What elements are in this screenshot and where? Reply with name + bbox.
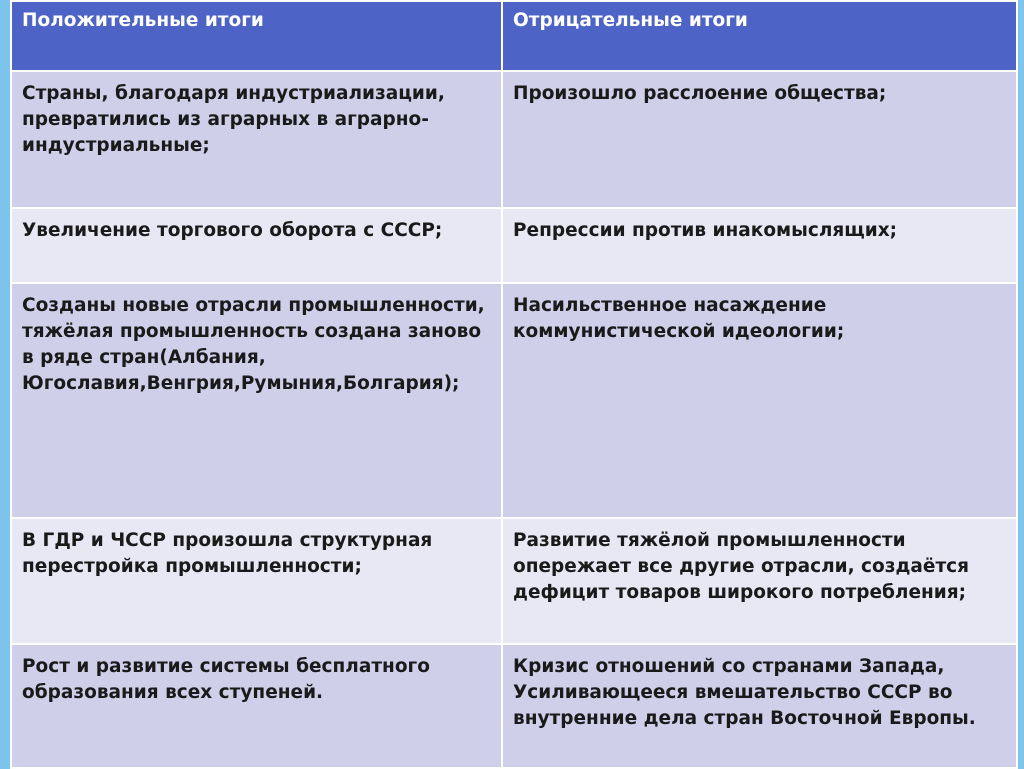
cell-positive: Созданы новые отрасли промышленности, тяжёлая промышленность создана заново в ряде стран(Албания, Югославия,Венгрия,Румыния,Болгария); — [11, 283, 502, 518]
table-row — [11, 71, 1017, 208]
table-row — [11, 644, 1017, 768]
cell-positive: В ГДР и ЧССР произошла структурная перестройка промышленности; — [11, 518, 502, 644]
cell-negative: Развитие тяжёлой промышленности опережает все другие отрасли, создаётся дефицит товаров широкого потребления; — [502, 518, 1017, 644]
cell-positive: Увеличение торгового оборота с СССР; — [11, 208, 502, 283]
table-row — [11, 208, 1017, 283]
table-header-row — [11, 1, 1017, 71]
cell-positive: Страны, благодаря индустриализации, превратились из аграрных в аграрно-индустриальные; — [11, 71, 502, 208]
cell-positive: Рост и развитие системы бесплатного образования всех ступеней. — [11, 644, 502, 768]
cell-negative: Произошло расслоение общества; — [502, 71, 1017, 208]
cell-negative: Кризис отношений со странами Запада, Усиливающееся вмешательство СССР во внутренние дела стран Восточной Европы. — [502, 644, 1017, 768]
cell-negative: Репрессии против инакомыслящих; — [502, 208, 1017, 283]
cell-negative: Насильственное насаждение коммунистической идеологии; — [502, 283, 1017, 518]
header-negative: Отрицательные итоги — [502, 1, 1017, 71]
results-table — [10, 0, 1018, 769]
table-row — [11, 518, 1017, 644]
header-positive: Положительные итоги — [11, 1, 502, 71]
table-row — [11, 283, 1017, 518]
